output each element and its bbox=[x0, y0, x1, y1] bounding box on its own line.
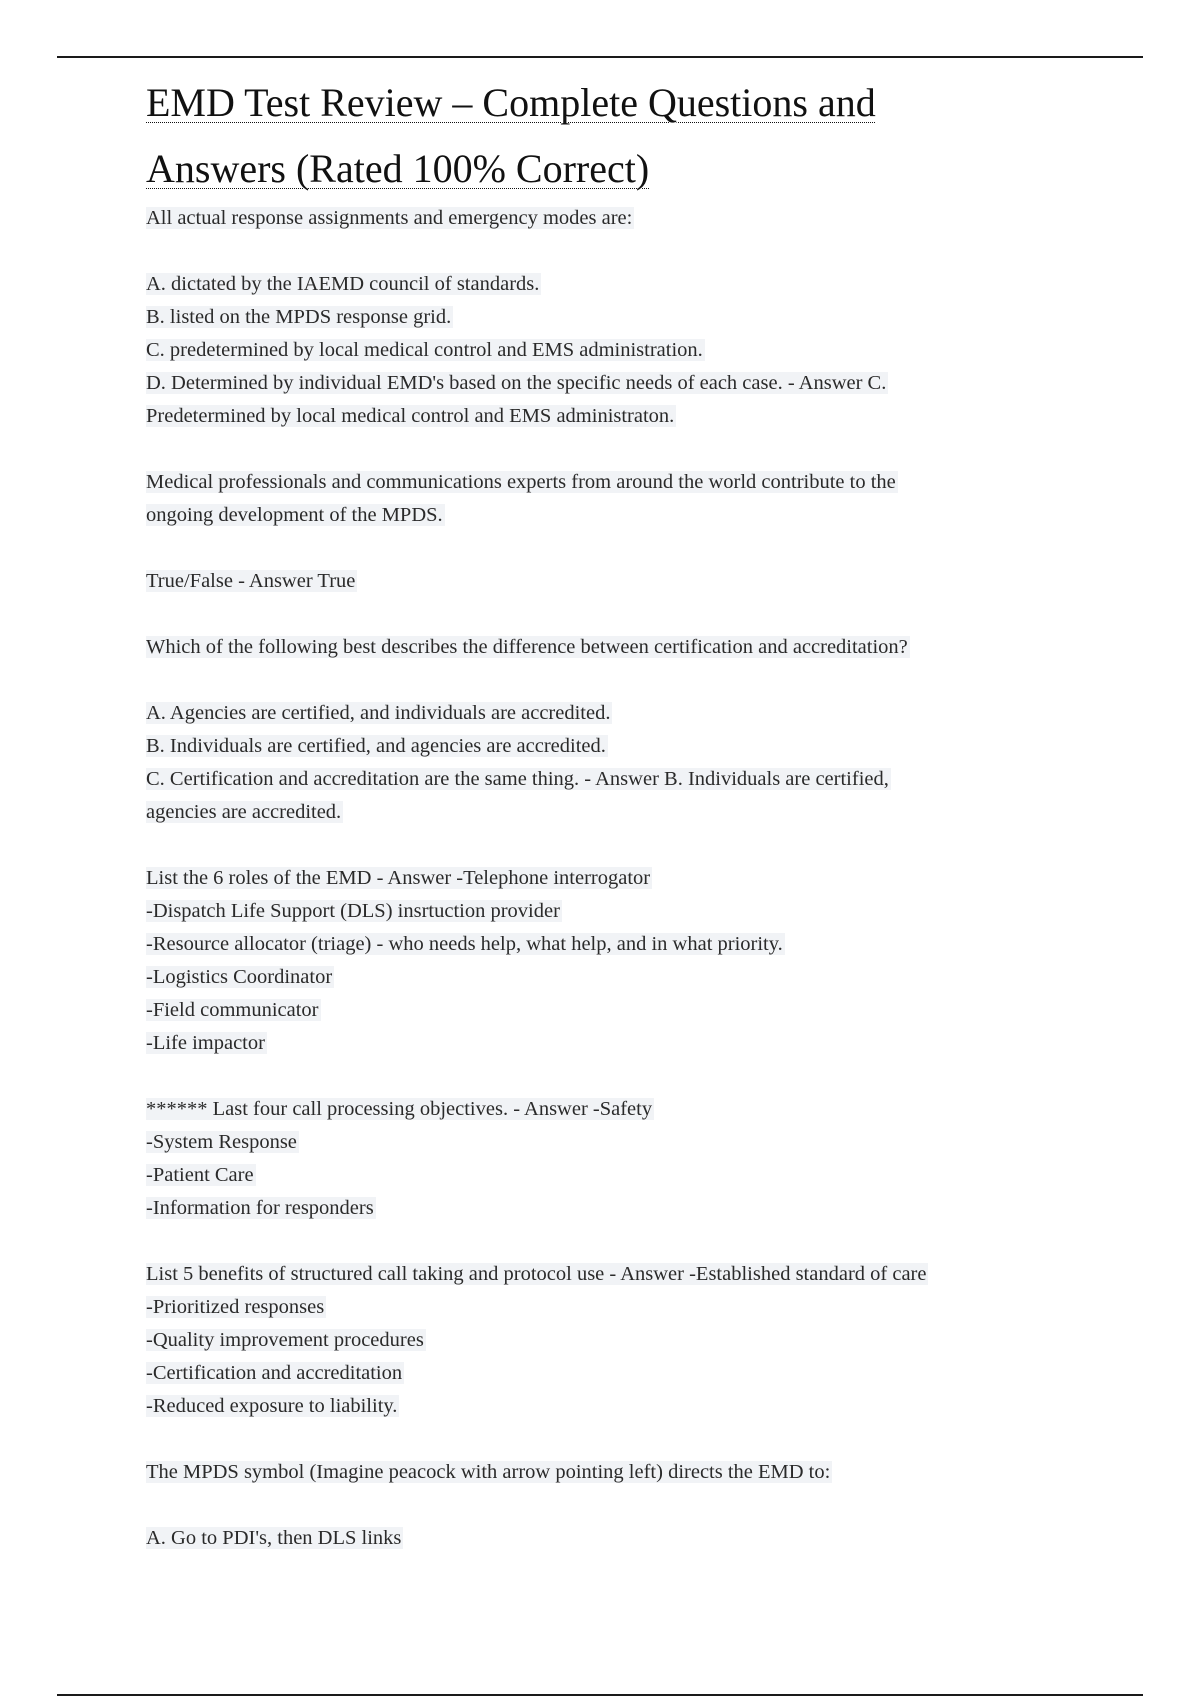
answer-option: C. Certification and accreditation are the same thing. - Answer B. Individuals are certified, bbox=[146, 768, 889, 790]
answer-text: True/False - Answer True bbox=[146, 570, 356, 592]
question-text: Medical professionals and communications experts from around the world contribute to the bbox=[146, 471, 896, 493]
bottom-rule bbox=[57, 1694, 1143, 1696]
question-3 bbox=[146, 631, 1046, 829]
answer-item: -Prioritized responses bbox=[146, 1296, 325, 1318]
question-text: List the 6 roles of the EMD - Answer -Telephone interrogator bbox=[146, 867, 651, 889]
answer-option: D. Determined by individual EMD's based on the specific needs of each case. - Answer C. bbox=[146, 372, 887, 394]
answer-option: A. Agencies are certified, and individuals are accredited. bbox=[146, 702, 611, 724]
answer-item: -Patient Care bbox=[146, 1164, 254, 1186]
document-title bbox=[146, 70, 1046, 202]
question-text: ongoing development of the MPDS. bbox=[146, 504, 443, 526]
answer-item: -Field communicator bbox=[146, 999, 319, 1021]
answer-item: -Resource allocator (triage) - who needs help, what help, and in what priority. bbox=[146, 933, 783, 955]
question-2 bbox=[146, 466, 1046, 598]
answer-option: A. Go to PDI's, then DLS links bbox=[146, 1527, 402, 1549]
answer-option: agencies are accredited. bbox=[146, 801, 342, 823]
answer-option: B. listed on the MPDS response grid. bbox=[146, 306, 452, 328]
title-line-1 bbox=[146, 70, 1046, 136]
answer-item: -Certification and accreditation bbox=[146, 1362, 403, 1384]
document-body bbox=[146, 70, 1046, 1555]
answer-option: Predetermined by local medical control and EMS administraton. bbox=[146, 405, 675, 427]
question-text: ****** Last four call processing objectives. - Answer -Safety bbox=[146, 1098, 653, 1120]
title-text-2: Answers (Rated 100% Correct) bbox=[146, 146, 650, 191]
answer-item: -Information for responders bbox=[146, 1197, 374, 1219]
title-text-1: EMD Test Review – Complete Questions and bbox=[146, 80, 876, 125]
question-text: All actual response assignments and emergency modes are: bbox=[146, 207, 633, 229]
question-text: List 5 benefits of structured call taking and protocol use - Answer -Established standard of care bbox=[146, 1263, 927, 1285]
answer-option: B. Individuals are certified, and agencies are accredited. bbox=[146, 735, 606, 757]
answer-item: -Life impactor bbox=[146, 1032, 265, 1054]
answer-item: -Logistics Coordinator bbox=[146, 966, 333, 988]
answer-item: -System Response bbox=[146, 1131, 297, 1153]
answer-item: -Dispatch Life Support (DLS) insrtuction provider bbox=[146, 900, 560, 922]
question-6 bbox=[146, 1258, 1046, 1423]
question-4 bbox=[146, 862, 1046, 1060]
answer-option: C. predetermined by local medical control and EMS administration. bbox=[146, 339, 703, 361]
question-text: The MPDS symbol (Imagine peacock with arrow pointing left) directs the EMD to: bbox=[146, 1461, 831, 1483]
question-5 bbox=[146, 1093, 1046, 1225]
answer-item: -Quality improvement procedures bbox=[146, 1329, 424, 1351]
answer-option: A. dictated by the IAEMD council of standards. bbox=[146, 273, 540, 295]
title-line-2 bbox=[146, 136, 1046, 202]
question-1 bbox=[146, 202, 1046, 433]
question-text: Which of the following best describes the difference between certification and accreditation? bbox=[146, 636, 908, 658]
question-7 bbox=[146, 1456, 1046, 1555]
top-rule bbox=[57, 56, 1143, 58]
answer-item: -Reduced exposure to liability. bbox=[146, 1395, 398, 1417]
